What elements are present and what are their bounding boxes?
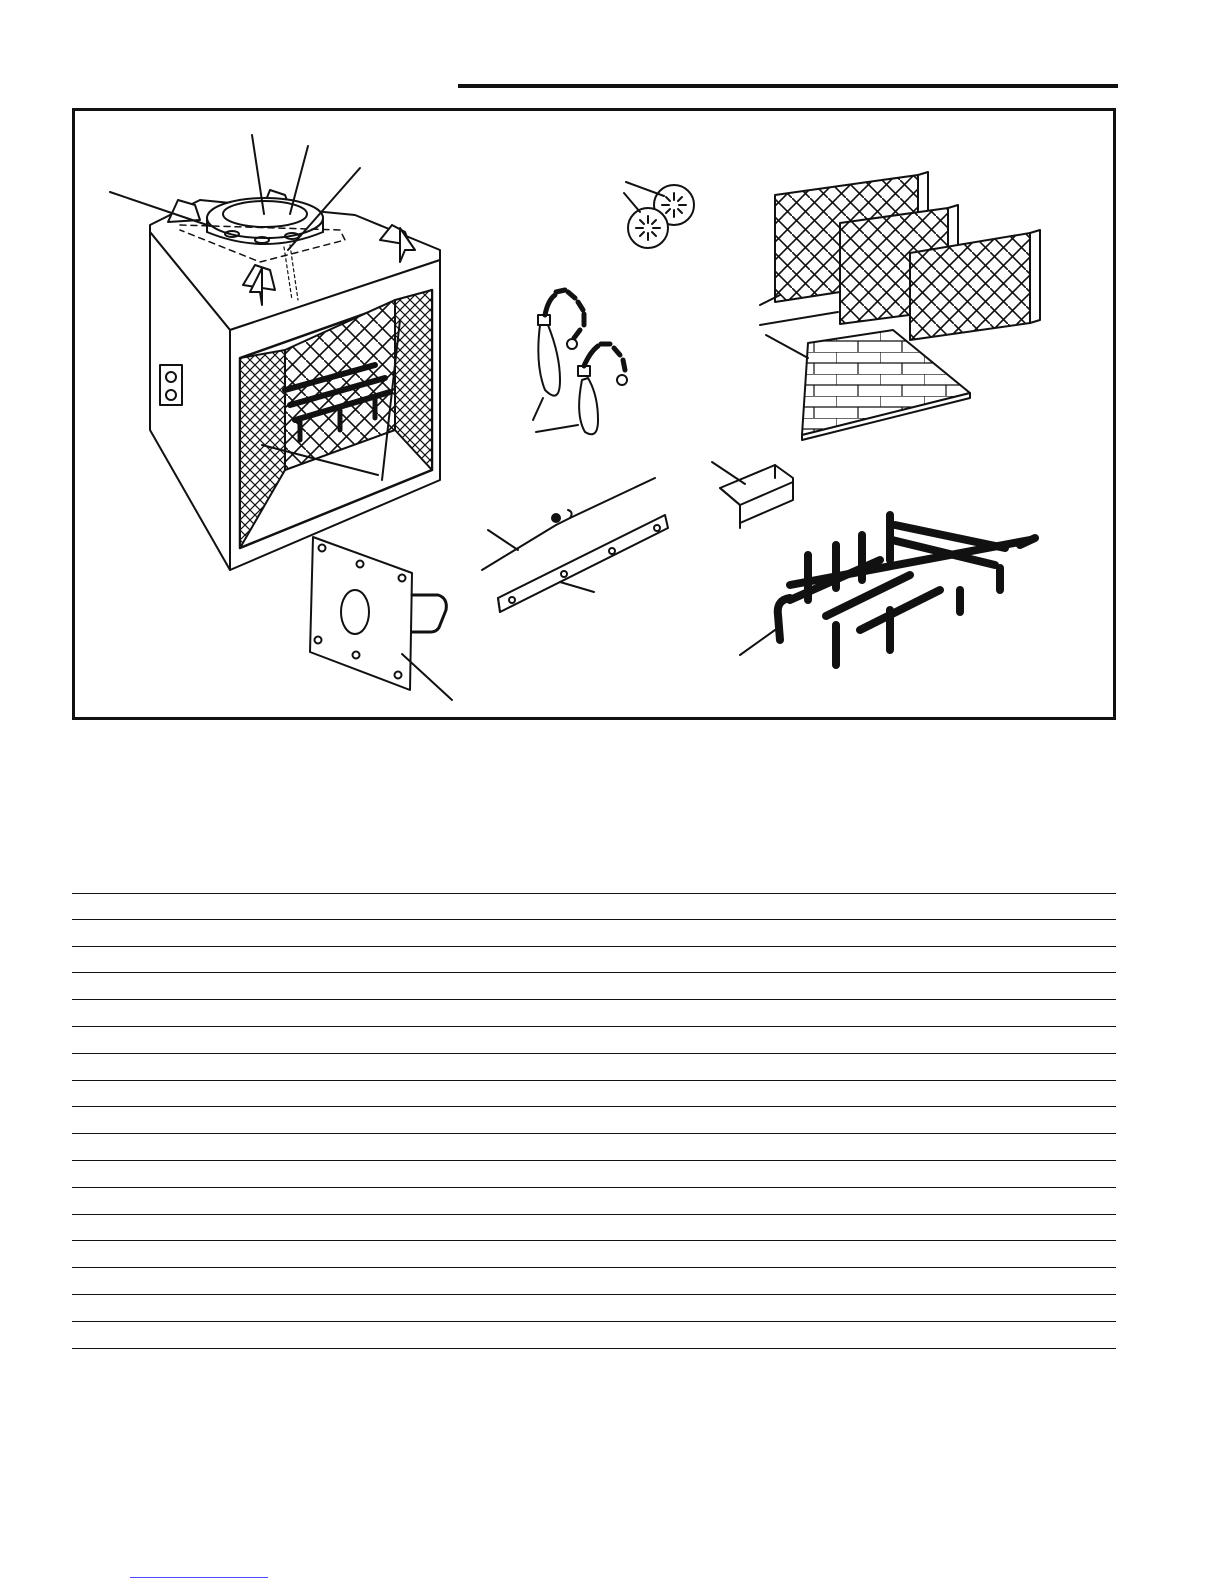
table-row [72, 1241, 1116, 1268]
table-row [72, 1268, 1116, 1295]
hood-channel [498, 515, 668, 612]
table-row [72, 1081, 1116, 1108]
footer-link-underline[interactable] [130, 1577, 268, 1578]
damper-handles [533, 290, 627, 434]
fireplace-body [110, 135, 440, 570]
table-row [72, 893, 1116, 920]
table-row [72, 1107, 1116, 1134]
table-row [72, 920, 1116, 947]
table-row [72, 1134, 1116, 1161]
table-row [72, 1054, 1116, 1081]
table-row [72, 1000, 1116, 1027]
refractory-floor [766, 330, 970, 440]
table-row [72, 1295, 1116, 1322]
top-cover-plate [310, 537, 452, 700]
table-row [72, 973, 1116, 1000]
table-row [72, 947, 1116, 974]
retaining-screws [624, 182, 694, 248]
fire-grate [740, 515, 1035, 665]
table-row [72, 1322, 1116, 1349]
table-row [72, 1027, 1116, 1054]
angle-bracket [712, 462, 793, 528]
parts-illustration [0, 0, 1225, 760]
table-row [72, 1161, 1116, 1188]
damper-rod [482, 478, 655, 570]
table-row [72, 1215, 1116, 1242]
table-row [72, 1188, 1116, 1215]
parts-table [72, 893, 1116, 1349]
